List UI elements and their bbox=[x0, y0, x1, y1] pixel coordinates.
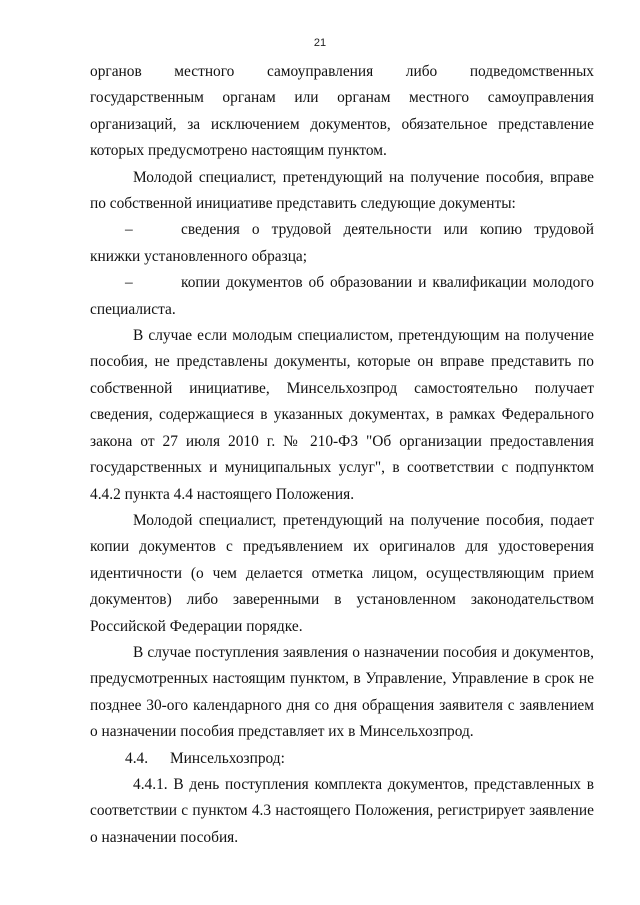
list-item-text: сведения о трудовой деятельности или копию трудовой книжки установленного образца; bbox=[90, 221, 594, 265]
paragraph-ministry-request: В случае если молодым специалистом, претендующим на получение пособия, не представлены документы, которые он вправе представить по собственной инициативе, Минсельхозпрод самостоятельно получает сведения, содержащиеся в указанных документах, в рамках Федерального закона от 27 июля 2010 г. № 210-ФЗ "Об организации предоставления государственных и муниципальных услуг", в соответствии с подпунктом 4.4.2 пункта 4.4 настоящего Положения. bbox=[90, 327, 594, 503]
paragraph-administration-transfer: В случае поступления заявления о назначении пособия и документов, предусмотренных настоящим пунктом, в Управление, Управление в срок не позднее 30-ого календарного дня со дня обращения заявителя с заявлением о назначении пособия представляет их в Минсельхозпрод. bbox=[90, 643, 594, 741]
list-dash: – bbox=[125, 221, 133, 239]
section-number: 4.4. bbox=[125, 749, 149, 767]
paragraph-registration: 4.4.1. В день поступления комплекта документов, представленных в соответствии с пунктом 4.3 настоящего Положения, регистрирует заявление о назначении пособия. bbox=[90, 775, 594, 846]
section-title: Минсельхозпрод: bbox=[170, 749, 285, 767]
page-number: 21 bbox=[313, 37, 327, 49]
section-heading bbox=[90, 746, 594, 772]
list-dash: – bbox=[125, 274, 133, 292]
paragraph-optional-documents: Молодой специалист, претендующий на получение пособия, вправе по собственной инициативе представить следующие документы: bbox=[90, 168, 594, 213]
list-item-text: копии документов об образовании и квалификации молодого специалиста. bbox=[90, 274, 594, 318]
list-item-employment-record bbox=[90, 217, 594, 270]
paragraph-copies-submission: Молодой специалист, претендующий на получение пособия, подает копии документов с предъявлением их оригиналов для удостоверения идентичности (о чем делается отметка лицом, осуществляющим прием документов) либо заверенными в установленном законодательством Российской Федерации порядке. bbox=[90, 511, 594, 635]
paragraph-continuation: органов местного самоуправления либо подведомственных государственным органам или органам местного самоуправления организаций, за исключением документов, обязательное представление которых предусмотрено настоящим пунктом. bbox=[90, 63, 594, 160]
list-item-education-docs bbox=[90, 270, 594, 323]
document-body bbox=[90, 59, 594, 851]
